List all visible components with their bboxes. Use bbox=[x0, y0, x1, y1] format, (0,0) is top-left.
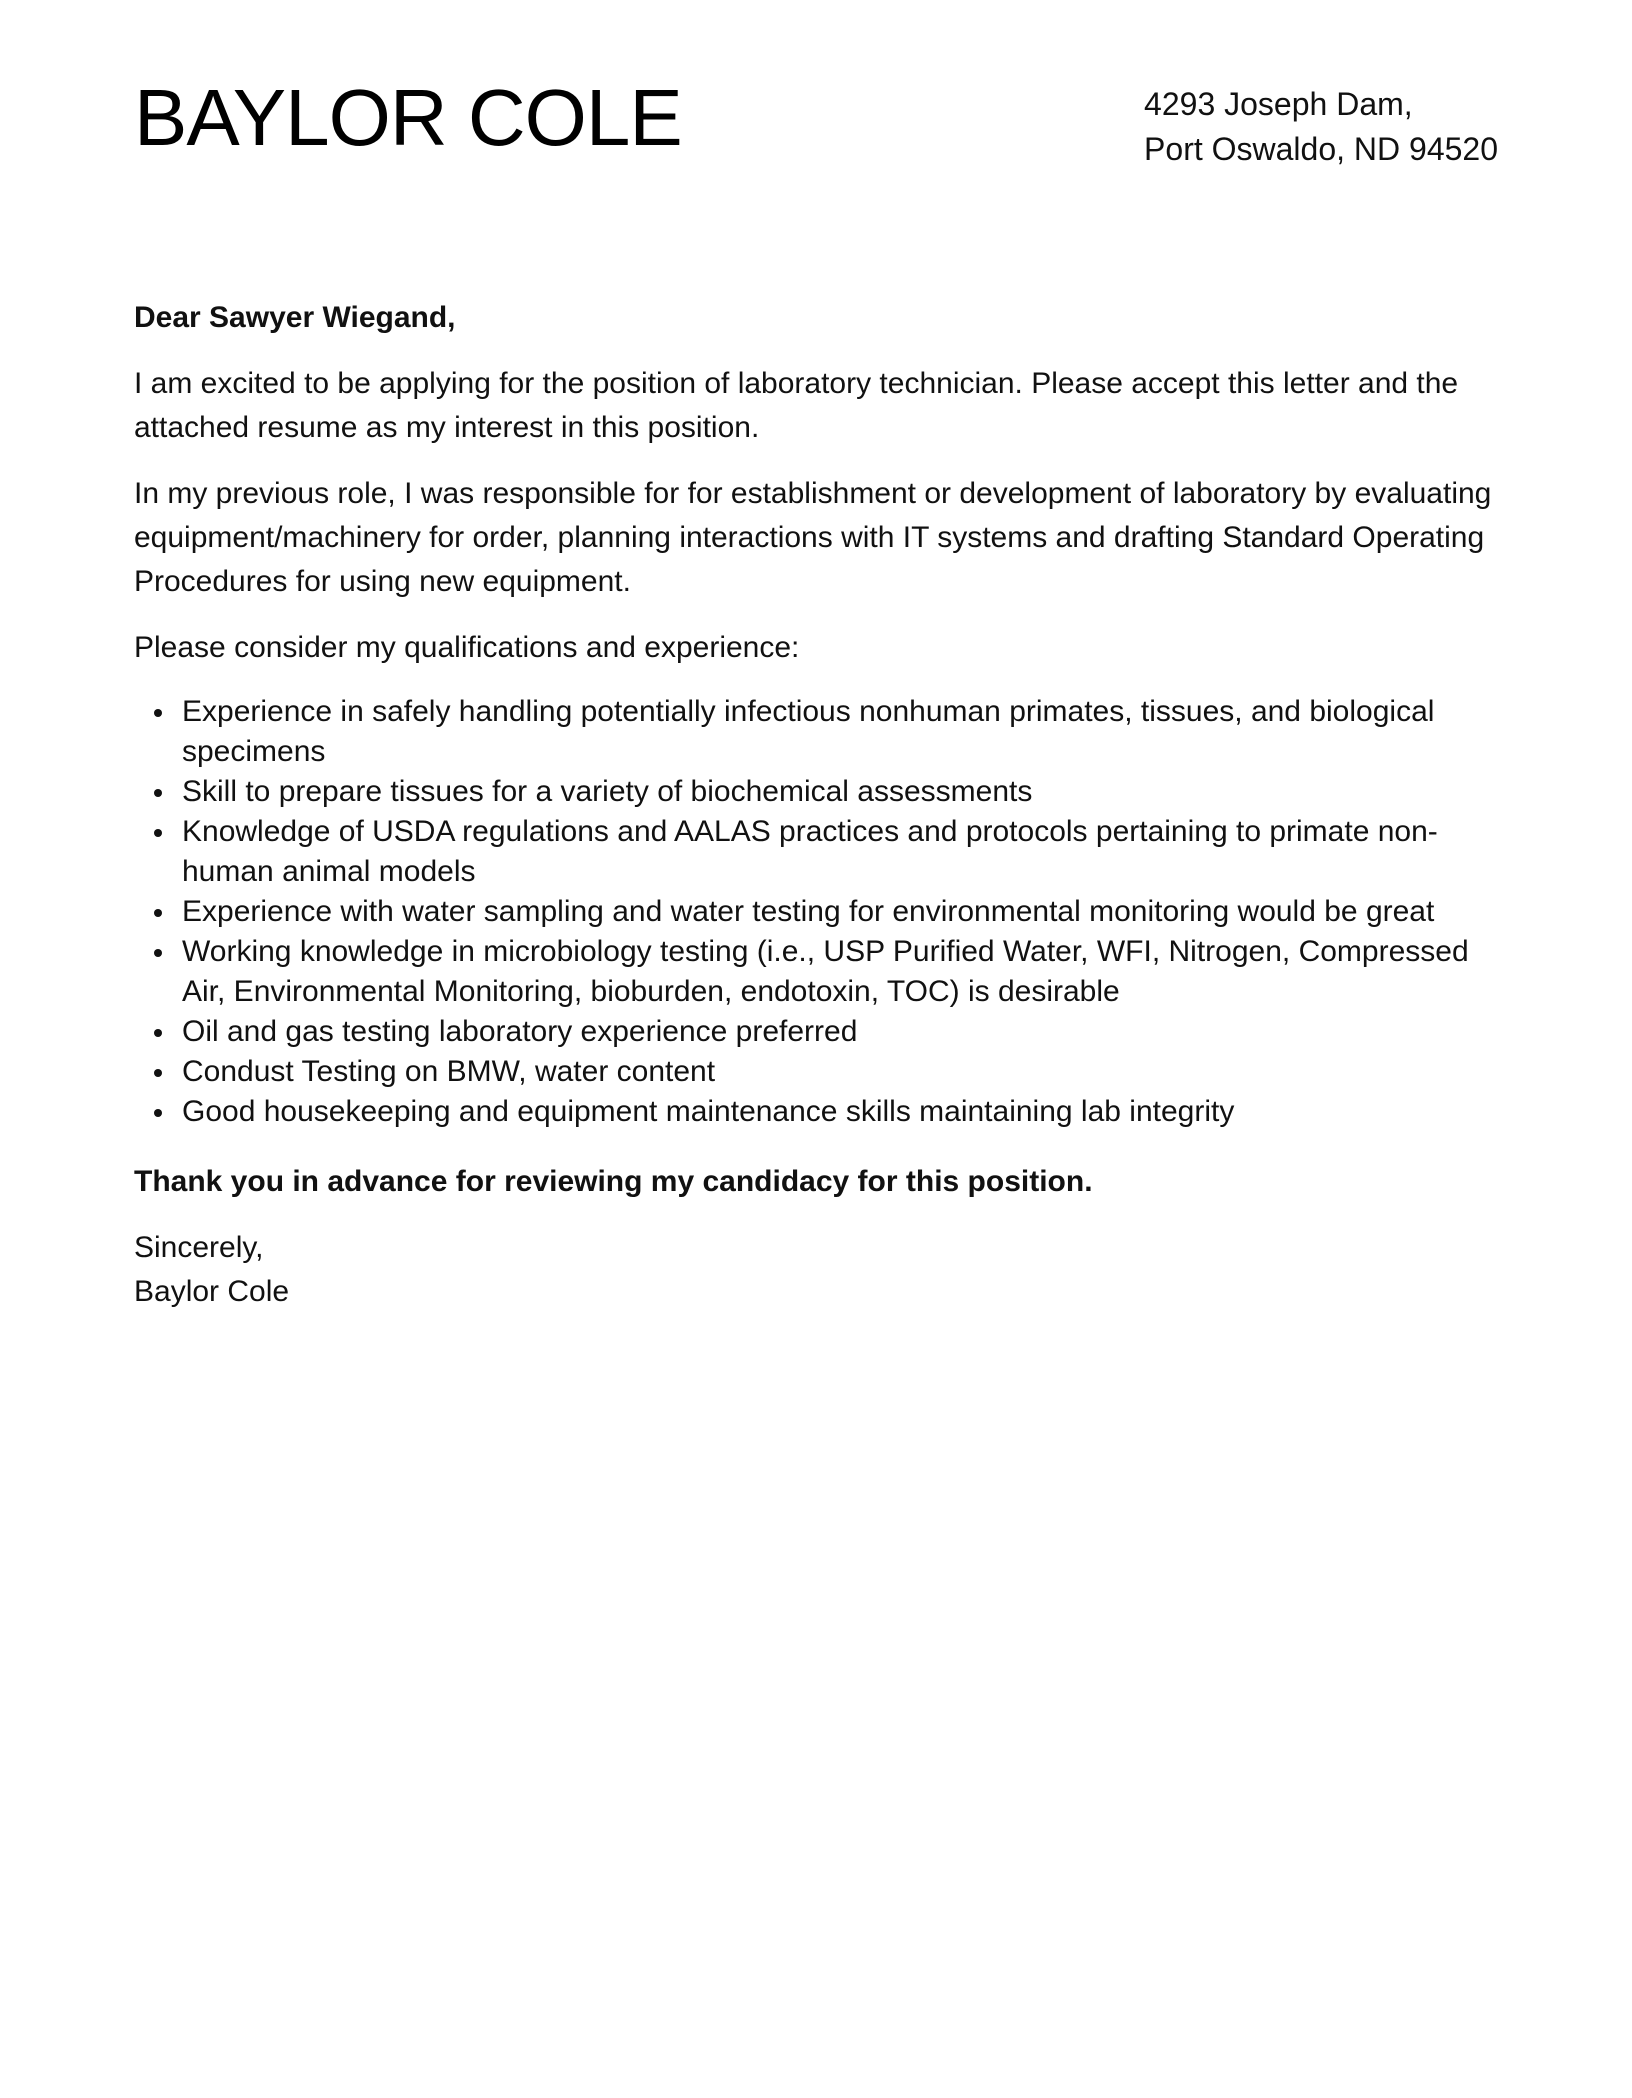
qualifications-intro: Please consider my qualifications and experience: bbox=[134, 631, 800, 664]
intro-paragraph: I am excited to be applying for the position of laboratory technician. Please accept this letter and the attached resume as my interest in this position. bbox=[134, 367, 1459, 444]
signoff-block bbox=[134, 1226, 1504, 1314]
applicant-address bbox=[1144, 82, 1498, 172]
list-item: Working knowledge in microbiology testing (i.e., USP Purified Water, WFI, Nitrogen, Compressed Air, Environmental Monitoring, bioburden, endotoxin, TOC) is desirable bbox=[134, 932, 1504, 1012]
list-item: Skill to prepare tissues for a variety of biochemical assessments bbox=[134, 772, 1504, 812]
closing-statement: Thank you in advance for reviewing my candidacy for this position. bbox=[134, 1165, 1093, 1198]
list-item: Oil and gas testing laboratory experience preferred bbox=[134, 1012, 1504, 1052]
address-line-1: 4293 Joseph Dam, bbox=[1144, 86, 1413, 122]
address-line-2: Port Oswaldo, ND 94520 bbox=[1144, 131, 1498, 167]
list-item: Good housekeeping and equipment maintenance skills maintaining lab integrity bbox=[134, 1092, 1504, 1132]
list-item: Knowledge of USDA regulations and AALAS practices and protocols pertaining to primate non-human animal models bbox=[134, 812, 1504, 892]
list-item: Experience with water sampling and water testing for environmental monitoring would be great bbox=[134, 892, 1504, 932]
list-item: Experience in safely handling potentially infectious nonhuman primates, tissues, and biological specimens bbox=[134, 692, 1504, 772]
qualifications-list bbox=[134, 692, 1504, 1132]
list-item: Condust Testing on BMW, water content bbox=[134, 1052, 1504, 1092]
experience-paragraph: In my previous role, I was responsible for for establishment or development of laboratory by evaluating equipment/machinery for order, planning interactions with IT systems and drafting Standard Operating Procedures for using new equipment. bbox=[134, 477, 1492, 598]
signoff: Sincerely, bbox=[134, 1231, 264, 1264]
signature-name: Baylor Cole bbox=[134, 1275, 290, 1308]
letter-body bbox=[134, 296, 1504, 1314]
letter-header bbox=[134, 68, 1498, 188]
salutation: Dear Sawyer Wiegand, bbox=[134, 301, 456, 334]
applicant-name: BAYLOR COLE bbox=[134, 73, 682, 162]
